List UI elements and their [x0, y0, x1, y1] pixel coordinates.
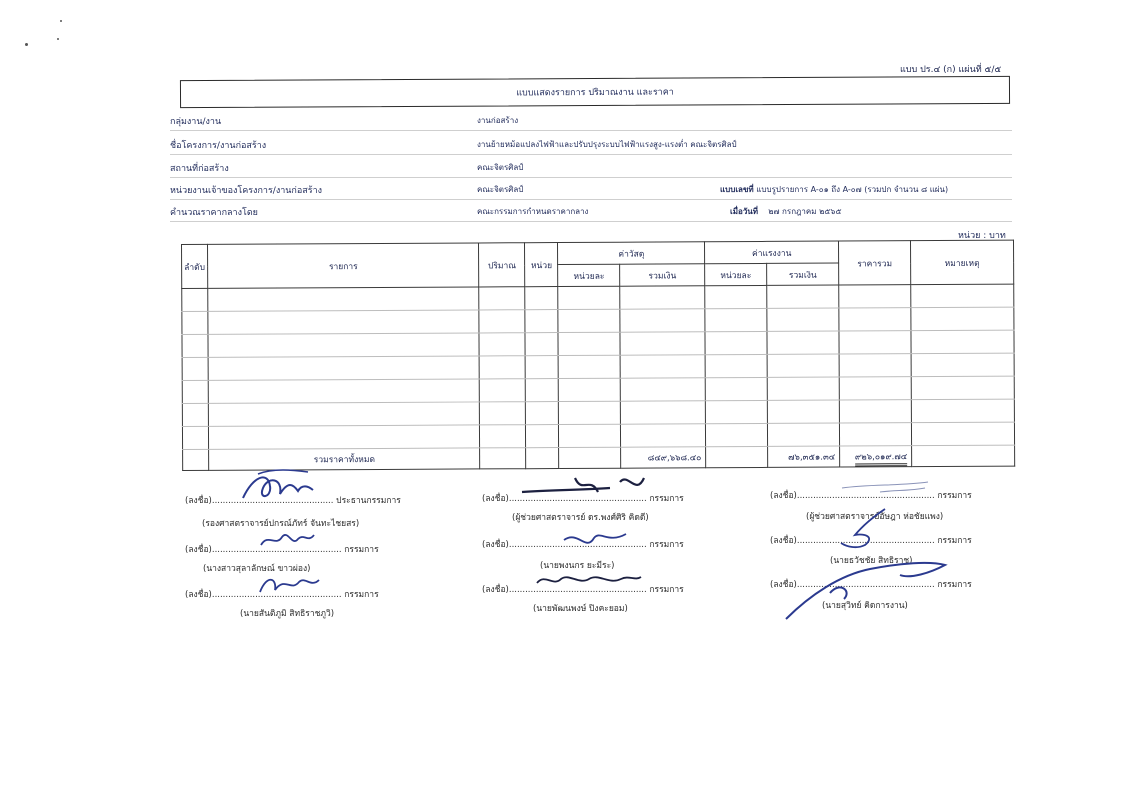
header-row-owner — [170, 181, 1012, 200]
date-label: เมื่อวันที่ — [730, 207, 759, 216]
signature-name-1: (รองศาสตราจารย์ปกรณ์ภัทร์ จันทะไชยสร) — [202, 519, 360, 529]
unit-note: หน่วย : บาท — [958, 231, 1006, 241]
drawing-info — [720, 183, 948, 196]
total-labor: ๗๖,๓๕๑.๓๔ — [768, 446, 840, 467]
signature-name-3: (ผู้ช่วยศาสตราจารย์อัษฎา ห่อชัยแพง) — [806, 512, 944, 522]
signature-role-4: กรรมการ — [344, 545, 379, 555]
drawing-label: แบบเลขที่ — [720, 185, 754, 194]
quantity-price-table — [181, 240, 1015, 471]
signature-line-6: (ลงชื่อ)................................................... กรรมการ — [770, 536, 972, 546]
signature-name-9: (นายสุวิทย์ คิดการงาน) — [822, 601, 908, 611]
col-header-grand: ราคารวม — [839, 241, 911, 285]
scan-speck — [60, 20, 62, 22]
col-header-note: หมายเหตุ — [911, 240, 1014, 285]
signature-line-5: (ลงชื่อ)................................................... กรรมการ — [482, 540, 684, 550]
group-label: กลุ่มงาน/งาน — [170, 117, 222, 127]
date-info — [730, 205, 842, 218]
col-header-qty: ปริมาณ — [479, 243, 525, 287]
signature-role-7: กรรมการ — [344, 590, 379, 600]
col-header-labor-total: รวมเงิน — [767, 263, 839, 285]
group-value: งานก่อสร้าง — [477, 116, 519, 125]
signature-line-2: (ลงชื่อ)................................................... กรรมการ — [482, 494, 684, 504]
signature-role-8: กรรมการ — [649, 585, 684, 595]
owner-label: หน่วยงานเจ้าของโครงการ/งานก่อสร้าง — [170, 186, 323, 196]
document-title: แบบแสดงรายการ ปริมาณงาน และราคา — [516, 87, 674, 99]
signature-line-4: (ลงชื่อ)................................................ กรรมการ — [185, 545, 379, 555]
owner-value: คณะจิตรศิลป์ — [477, 185, 524, 194]
form-code: แบบ ปร.๔ (ก) แผ่นที่ ๕/๕ — [900, 65, 1002, 75]
col-group-labor: ค่าแรงงาน — [705, 241, 839, 264]
handwritten-signature-7 — [255, 568, 325, 600]
document-title-box — [180, 76, 1010, 108]
signature-line-9: (ลงชื่อ)................................................... กรรมการ — [770, 580, 972, 590]
project-label: ชื่อโครงการ/งานก่อสร้าง — [170, 141, 267, 151]
handwritten-signature-6 — [835, 505, 895, 550]
signature-role-6: กรรมการ — [937, 536, 972, 546]
handwritten-signature-1 — [238, 466, 318, 506]
signature-role-1: ประธานกรรมการ — [336, 496, 401, 506]
date-value: ๒๗ กรกฎาคม ๒๕๖๕ — [768, 207, 842, 216]
signature-role-9: กรรมการ — [937, 580, 972, 590]
col-header-no: ลำดับ — [182, 244, 208, 288]
scan-speck — [25, 43, 28, 46]
signature-role-5: กรรมการ — [649, 540, 684, 550]
signature-name-2: (ผู้ช่วยศาสตราจารย์ ดร.พงศ์ศิริ คิดดี) — [512, 513, 649, 523]
col-group-material: ค่าวัสดุ — [558, 242, 705, 265]
handwritten-signature-3 — [840, 476, 930, 498]
scan-speck — [57, 38, 59, 40]
signature-name-6: (นายธวัชชัย สิทธิราช) — [830, 556, 913, 566]
header-row-group — [170, 112, 1012, 131]
signature-role-3: กรรมการ — [937, 491, 972, 501]
handwritten-signature-5 — [560, 526, 630, 556]
signature-name-8: (นายพัฒนพงษ์ ปิงคะยอม) — [533, 604, 628, 614]
site-label: สถานที่ก่อสร้าง — [170, 164, 229, 174]
header-row-calc — [170, 203, 1012, 222]
signature-line-7: (ลงชื่อ)................................................ กรรมการ — [185, 590, 379, 600]
header-row-site — [170, 159, 1012, 178]
project-value: งานย้ายหม้อแปลงไฟฟ้าและปรับปรุงระบบไฟฟ้าแรงสูง-แรงต่ำ คณะจิตรศิลป์ — [477, 140, 737, 149]
total-material: ๘๔๙,๖๖๘.๔๐ — [621, 447, 706, 468]
handwritten-signature-4 — [258, 525, 318, 553]
signature-line-8: (ลงชื่อ)................................................... กรรมการ — [482, 585, 684, 595]
col-header-material-total: รวมเงิน — [620, 264, 705, 286]
header-row-project — [170, 136, 1012, 155]
signature-name-7: (นายสันติภูมิ สิทธิราชภูวิ) — [240, 609, 335, 619]
col-header-material-unit-price: หน่วยละ — [558, 264, 620, 286]
handwritten-signature-8 — [535, 571, 645, 591]
signature-name-5: (นายพงนกร ยะมีระ) — [540, 561, 615, 571]
signature-line-3: (ลงชื่อ)................................................... กรรมการ — [770, 491, 972, 501]
total-grand: ๙๒๖,๐๑๙.๗๔ — [855, 452, 907, 466]
total-label: รวมราคาทั้งหมด — [209, 448, 481, 470]
site-value: คณะจิตรศิลป์ — [477, 163, 524, 172]
drawing-value: แบบรูปรายการ A-๐๑ ถึง A-๐๗ (รวมปก จำนวน ๘ แผ่น) — [756, 185, 949, 194]
col-header-item: รายการ — [207, 243, 479, 288]
calc-label: คำนวณราคากลางโดย — [170, 208, 258, 218]
signature-role-2: กรรมการ — [649, 494, 684, 504]
col-header-labor-unit-price: หน่วยละ — [705, 263, 767, 285]
calc-value: คณะกรรมการกำหนดราคากลาง — [477, 207, 589, 216]
signature-line-1: (ลงชื่อ)............................................. ประธานกรรมการ — [185, 496, 401, 506]
col-header-unit: หน่วย — [525, 243, 558, 287]
handwritten-signature-9 — [780, 555, 950, 625]
handwritten-signature-2 — [520, 470, 650, 500]
signature-name-4: (นางสาวสุลาลักษณ์ ขาวผ่อง) — [203, 564, 311, 574]
